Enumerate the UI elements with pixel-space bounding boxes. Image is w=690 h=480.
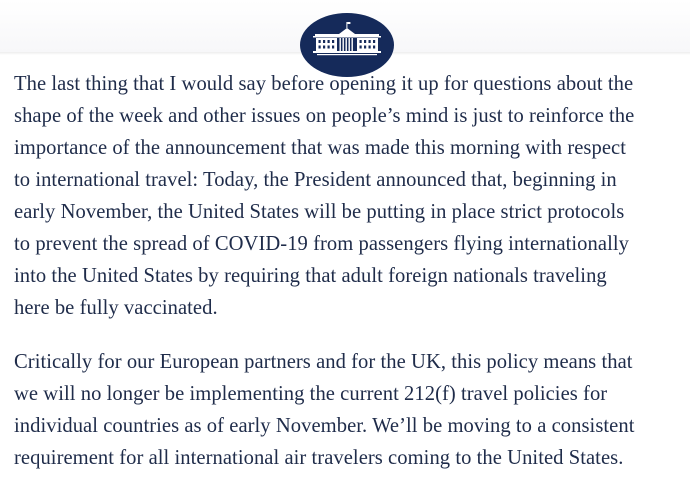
briefing-excerpt: [14, 68, 684, 474]
paragraph-european-partners: Critically for our European partners and for the UK, this policy means that we will no longer be implementing the current 212(f) travel policies for individual countries as of early November. We’ll be moving to a consistent requirement for all international air travelers coming to the United States.: [14, 351, 635, 469]
paragraph-international-travel: The last thing that I would say before opening it up for questions about the shape of the week and other issues on people’s mind is just to reinforce the importance of the announcement that was made this morning with respect to international travel: Today, the President announced that, beginning in early November, the United States will be putting in place strict protocols to prevent the spread of COVID-19 from passengers flying internationally into the United States by requiring that adult foreign nationals traveling here be fully vaccinated.: [14, 73, 635, 319]
